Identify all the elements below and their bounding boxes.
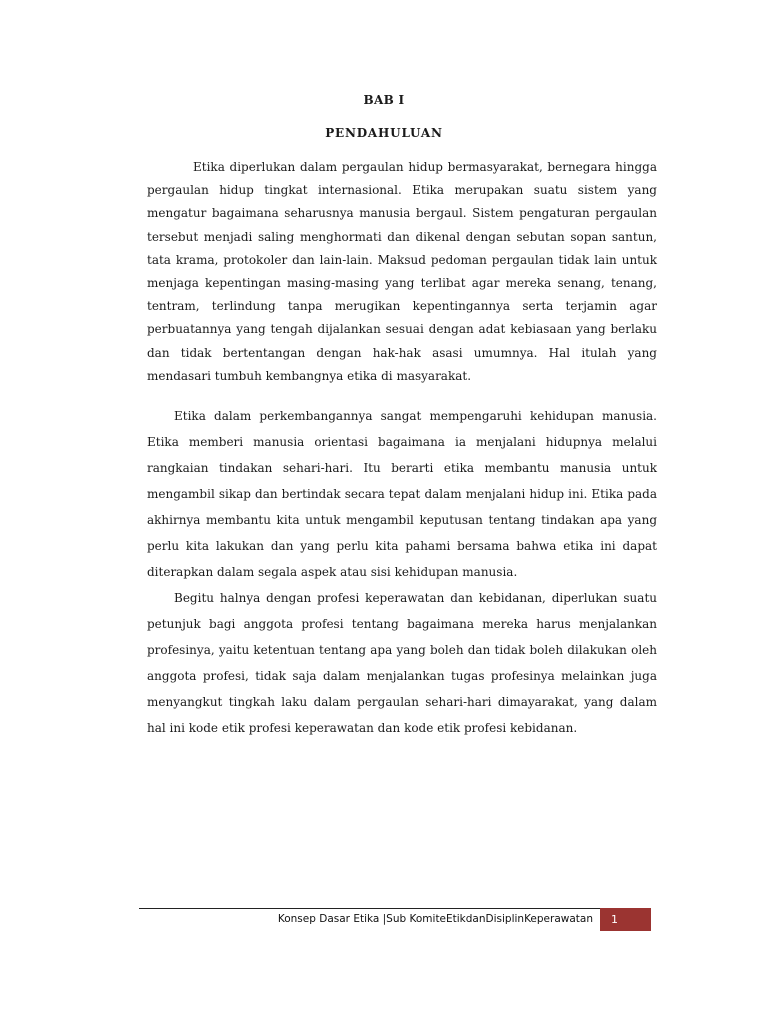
chapter-heading: BAB I — [363, 93, 405, 107]
chapter-title: PENDAHULUAN — [325, 126, 443, 140]
footer-text: Konsep Dasar Etika |Sub KomiteEtikdanDisiplinKeperawatan — [277, 913, 593, 925]
page-number-badge: 1 — [600, 908, 651, 931]
paragraph-1: Etika diperlukan dalam pergaulan hidup bermasyarakat, bernegara hingga pergaulan hidup tingkat internasional. Etika merupakan suatu sistem yang mengatur bagaimana seharusnya manusia bergaul. Sistem pengaturan pergaulan tersebut menjadi saling menghormati dan dikenal dengan sebutan sopan santun, tata krama, protokoler dan lain-lain. Maksud pedoman pergaulan tidak lain untuk menjaga kepentingan masing-masing yang terlibat agar mereka senang, tenang, tentram, terlindung tanpa merugikan kepentingannya serta terjamin agar perbuatannya yang tengah dijalankan sesuai dengan adat kebiasaan yang berlaku dan tidak bertentangan dengan hak-hak asasi umumnya. Hal itulah yang mendasari tumbuh kembangnya etika di masyarakat. — [147, 160, 657, 383]
footer-divider — [139, 908, 601, 909]
paragraph-3: Begitu halnya dengan profesi keperawatan dan kebidanan, diperlukan suatu petunjuk bagi anggota profesi tentang bagaimana mereka harus menjalankan profesinya, yaitu ketentuan tentang apa yang boleh dan tidak boleh dilakukan oleh anggota profesi, tidak saja dalam menjalankan tugas profesinya melainkan juga menyangkut tingkah laku dalam pergaulan sehari-hari dimayarakat, yang dalam hal ini kode etik profesi keperawatan dan kode etik profesi kebidanan. — [147, 591, 657, 735]
paragraph-2: Etika dalam perkembangannya sangat mempengaruhi kehidupan manusia. Etika memberi manusia orientasi bagaimana ia menjalani hidupnya melalui rangkaian tindakan sehari-hari. Itu berarti etika membantu manusia untuk mengambil sikap dan bertindak secara tepat dalam menjalani hidup ini. Etika pada akhirnya membantu kita untuk mengambil keputusan tentang tindakan apa yang perlu kita lakukan dan yang perlu kita pahami bersama bahwa etika ini dapat diterapkan dalam segala aspek atau sisi kehidupan manusia. — [147, 409, 657, 579]
